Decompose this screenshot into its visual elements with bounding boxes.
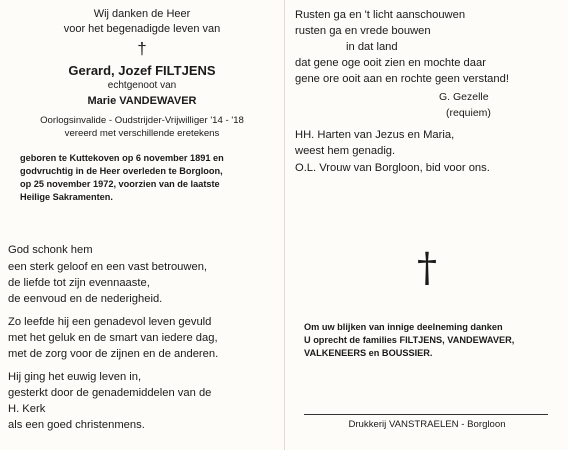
poem-line: een sterk geloof en een vast betrouwen, bbox=[8, 261, 208, 273]
bio-line-2: godvruchtig in de Heer overleden te Borgloon, bbox=[20, 166, 223, 176]
family-thanks-line-3: VALKENEERS en BOUSSIER. bbox=[304, 348, 433, 358]
cross-icon: † bbox=[137, 39, 147, 58]
poem-line: als een goed christenmens. bbox=[8, 419, 145, 431]
poem-line: met het geluk en de smart van iedere dag, bbox=[8, 332, 218, 344]
prayer-line-2: weest hem genadig. bbox=[295, 145, 396, 157]
verse-line: Rusten ga en 't licht aanschouwen bbox=[295, 9, 466, 21]
poem-line: de eenvoud en de nederigheid. bbox=[8, 293, 163, 305]
verse-line: in dat land bbox=[346, 41, 398, 53]
honors-line-1: Oorlogsinvalide - Oudstrijder-Vrijwilliger '14 - '18 bbox=[40, 115, 244, 126]
poem-line: Zo leefde hij een genadevol leven gevuld bbox=[8, 316, 212, 328]
spouse-name: Marie VANDEWAVER bbox=[87, 95, 197, 107]
cross-icon: † bbox=[417, 245, 437, 291]
verse-author: G. Gezelle bbox=[439, 91, 489, 103]
spouse-intro: echtgenoot van bbox=[107, 80, 177, 91]
family-thanks-line-1: Om uw blijken van innige deelneming danken bbox=[304, 322, 503, 332]
bio-line-4: Heilige Sakramenten. bbox=[20, 192, 113, 202]
poem-line: met de zorg voor de zijnen en de anderen. bbox=[8, 348, 219, 360]
family-thanks-line-2: U oprecht de families FILTJENS, VANDEWAVER, bbox=[304, 335, 515, 345]
poem-line: H. Kerk bbox=[8, 403, 46, 415]
poem-line: de liefde tot zijn evennaaste, bbox=[8, 277, 150, 289]
verse-line: rusten ga en vrede bouwen bbox=[295, 25, 431, 37]
poem-line: Hij ging het euwig leven in, bbox=[8, 371, 142, 383]
poem-line: God schonk hem bbox=[8, 244, 93, 256]
honors-line-2: vereerd met verschillende eretekens bbox=[64, 128, 220, 139]
printer-credit: Drukkerij VANSTRAELEN - Borgloon bbox=[348, 419, 506, 430]
poem-line: gesterkt door de genademiddelen van de bbox=[8, 387, 212, 399]
verse-author-note: (requiem) bbox=[446, 107, 491, 119]
prayer-line-1: HH. Harten van Jezus en Maria, bbox=[295, 129, 455, 141]
thanks-line-1: Wij danken de Heer bbox=[93, 8, 191, 20]
deceased-name: Gerard, Jozef FILTJENS bbox=[68, 63, 216, 78]
verse-line: dat gene oge ooit zien en mochte daar bbox=[295, 57, 486, 69]
bio-line-3: op 25 november 1972, voorzien van de laatste bbox=[20, 179, 220, 189]
verse-line: gene ore ooit aan en rochte geen verstand! bbox=[295, 73, 509, 85]
bio-line-1: geboren te Kuttekoven op 6 november 1891 en bbox=[20, 153, 224, 163]
thanks-line-2: voor het begenadigde leven van bbox=[63, 23, 221, 35]
printer-divider bbox=[304, 414, 548, 415]
prayer-line-3: O.L. Vrouw van Borgloon, bid voor ons. bbox=[295, 162, 490, 174]
fold-line bbox=[284, 0, 285, 450]
